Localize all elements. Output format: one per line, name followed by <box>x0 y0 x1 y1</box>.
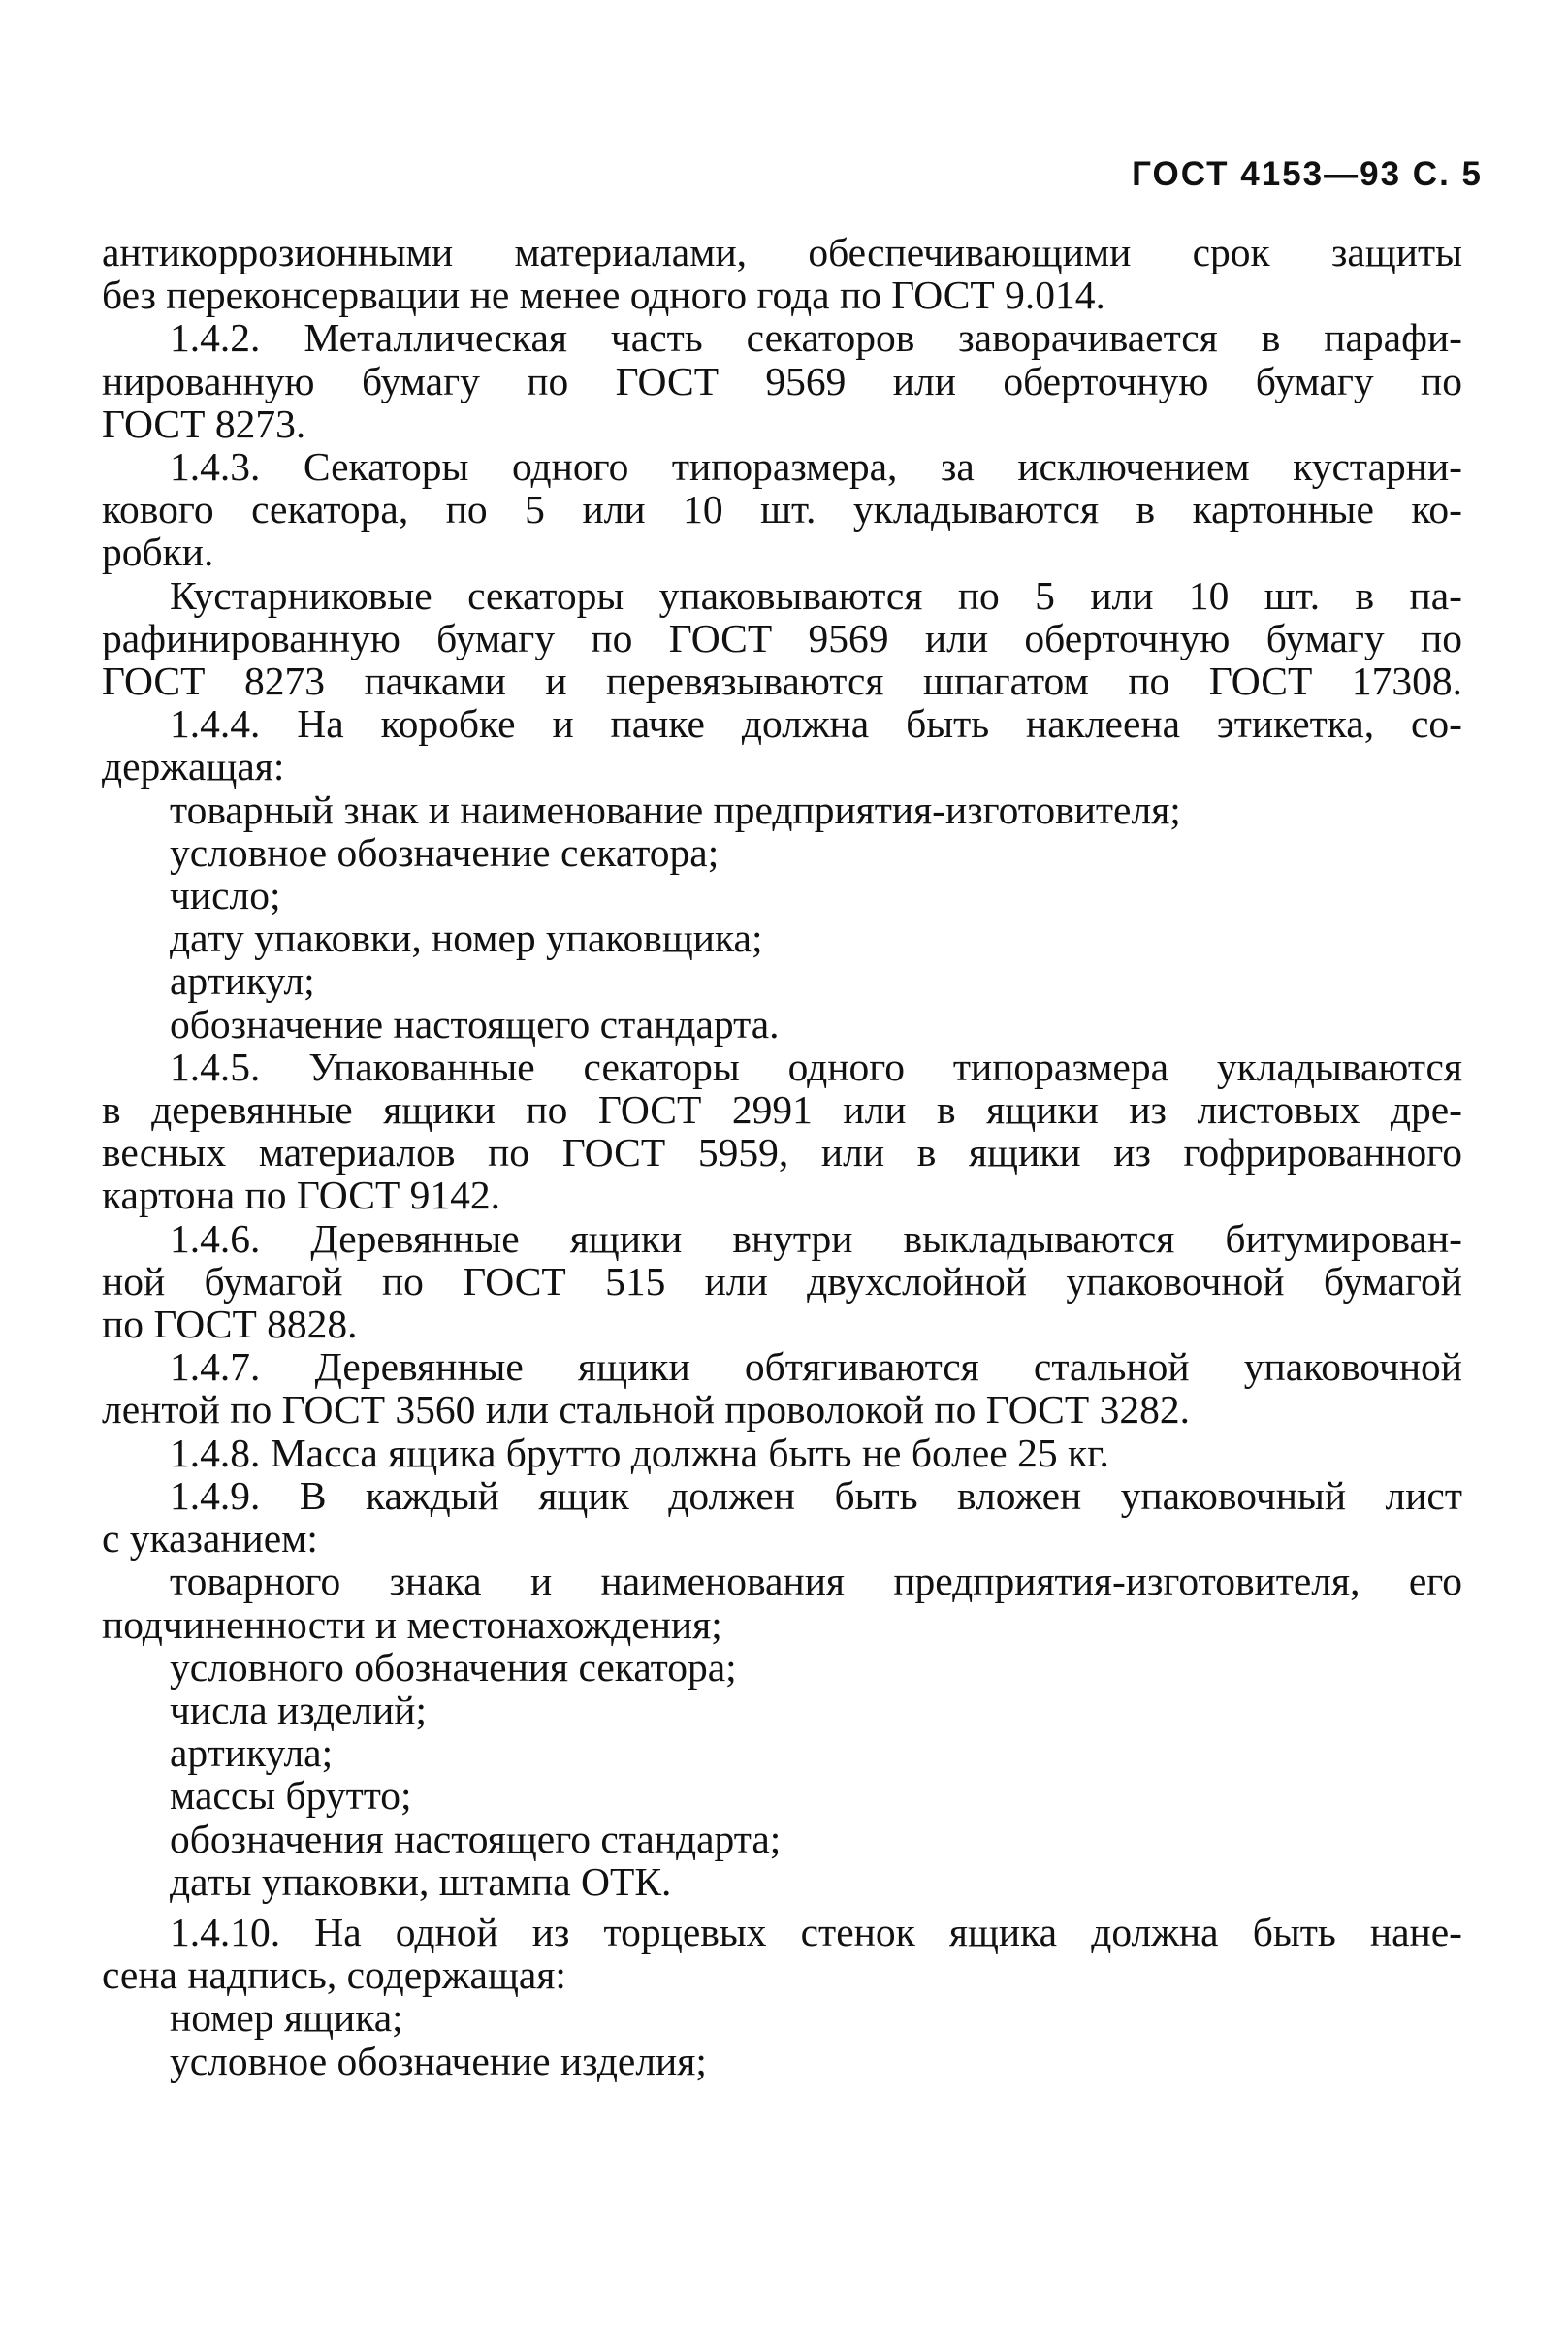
text-line: номер ящика; <box>170 1995 403 2041</box>
text-line: дату упаковки, номер упаковщика; <box>170 916 763 961</box>
text-line: робки. <box>102 530 214 575</box>
text-line: товарный знак и наименование предприятия-изготовителя; <box>170 787 1181 832</box>
text-line: рафинированную бумагу по ГОСТ 9569 или оберточную бумагу по <box>102 615 1462 660</box>
text-line: нированную бумагу по ГОСТ 9569 или оберточную бумагу по <box>102 358 1462 403</box>
text-line: 1.4.9. В каждый ящик должен быть вложен упаковочный лист <box>170 1472 1462 1518</box>
text-line: массы брутто; <box>170 1773 412 1819</box>
text-line: с указанием: <box>102 1516 318 1562</box>
text-line: ГОСТ 8273. <box>102 401 306 446</box>
text-line: 1.4.6. Деревянные ящики внутри выкладываются битумирован- <box>170 1215 1462 1261</box>
text-line: в деревянные ящики по ГОСТ 2991 или в ящики из листовых дре- <box>102 1087 1462 1133</box>
text-line: обозначения настоящего стандарта; <box>170 1816 782 1861</box>
text-line: антикоррозионными материалами, обеспечивающими срок защиты <box>102 230 1462 274</box>
document-body <box>102 231 1462 2082</box>
text-line: подчиненности и местонахождения; <box>102 1601 722 1647</box>
text-line: условного обозначения секатора; <box>170 1644 737 1690</box>
text-line: Кустарниковые секаторы упаковываются по 5 или 10 шт. в па- <box>170 572 1462 618</box>
text-line: 1.4.2. Металлическая часть секаторов заворачивается в парафи- <box>170 315 1462 361</box>
text-line: товарного знака и наименования предприятия-изготовителя, его <box>170 1559 1462 1604</box>
text-line: ной бумагой по ГОСТ 515 или двухслойной упаковочной бумагой <box>102 1258 1462 1304</box>
text-line: 1.4.10. На одной из торцевых стенок ящика должна быть нане- <box>170 1909 1462 1954</box>
text-line: кового секатора, по 5 или 10 шт. укладываются в картонные ко- <box>102 487 1462 532</box>
text-line: без переконсервации не менее одного года по ГОСТ 9.014. <box>102 273 1105 318</box>
text-line: по ГОСТ 8828. <box>102 1302 358 1347</box>
page-header: ГОСТ 4153—93 С. 5 <box>1132 155 1483 193</box>
text-line: 1.4.5. Упакованные секаторы одного типоразмера укладываются <box>170 1044 1462 1089</box>
text-line: 1.4.3. Секаторы одного типоразмера, за исключением кустарни- <box>170 444 1462 490</box>
text-line: 1.4.8. Масса ящика брутто должна быть не более 25 кг. <box>170 1430 1109 1475</box>
text-line: числа изделий; <box>170 1687 428 1732</box>
text-line: весных материалов по ГОСТ 5959, или в ящики из гофрированного <box>102 1130 1462 1176</box>
text-line: 1.4.4. На коробке и пачке должна быть наклеена этикетка, со- <box>170 701 1462 747</box>
text-line: условное обозначение секатора; <box>170 829 720 875</box>
text-line: артикула; <box>170 1730 334 1776</box>
text-line: обозначение настоящего стандарта. <box>170 1001 780 1047</box>
text-line: ГОСТ 8273 пачками и перевязываются шпагатом по ГОСТ 17308. <box>102 659 1462 704</box>
text-line: картона по ГОСТ 9142. <box>102 1173 501 1218</box>
text-line: 1.4.7. Деревянные ящики обтягиваются стальной упаковочной <box>170 1344 1462 1390</box>
text-line: число; <box>170 873 281 918</box>
text-line: лентой по ГОСТ 3560 или стальной проволокой по ГОСТ 3282. <box>102 1387 1190 1433</box>
text-line: условное обозначение изделия; <box>170 2038 707 2083</box>
text-line: сена надпись, содержащая: <box>102 1952 566 1998</box>
text-line: даты упаковки, штампа ОТК. <box>170 1858 672 1904</box>
text-line: артикул; <box>170 958 315 1004</box>
text-line: держащая: <box>102 744 285 789</box>
